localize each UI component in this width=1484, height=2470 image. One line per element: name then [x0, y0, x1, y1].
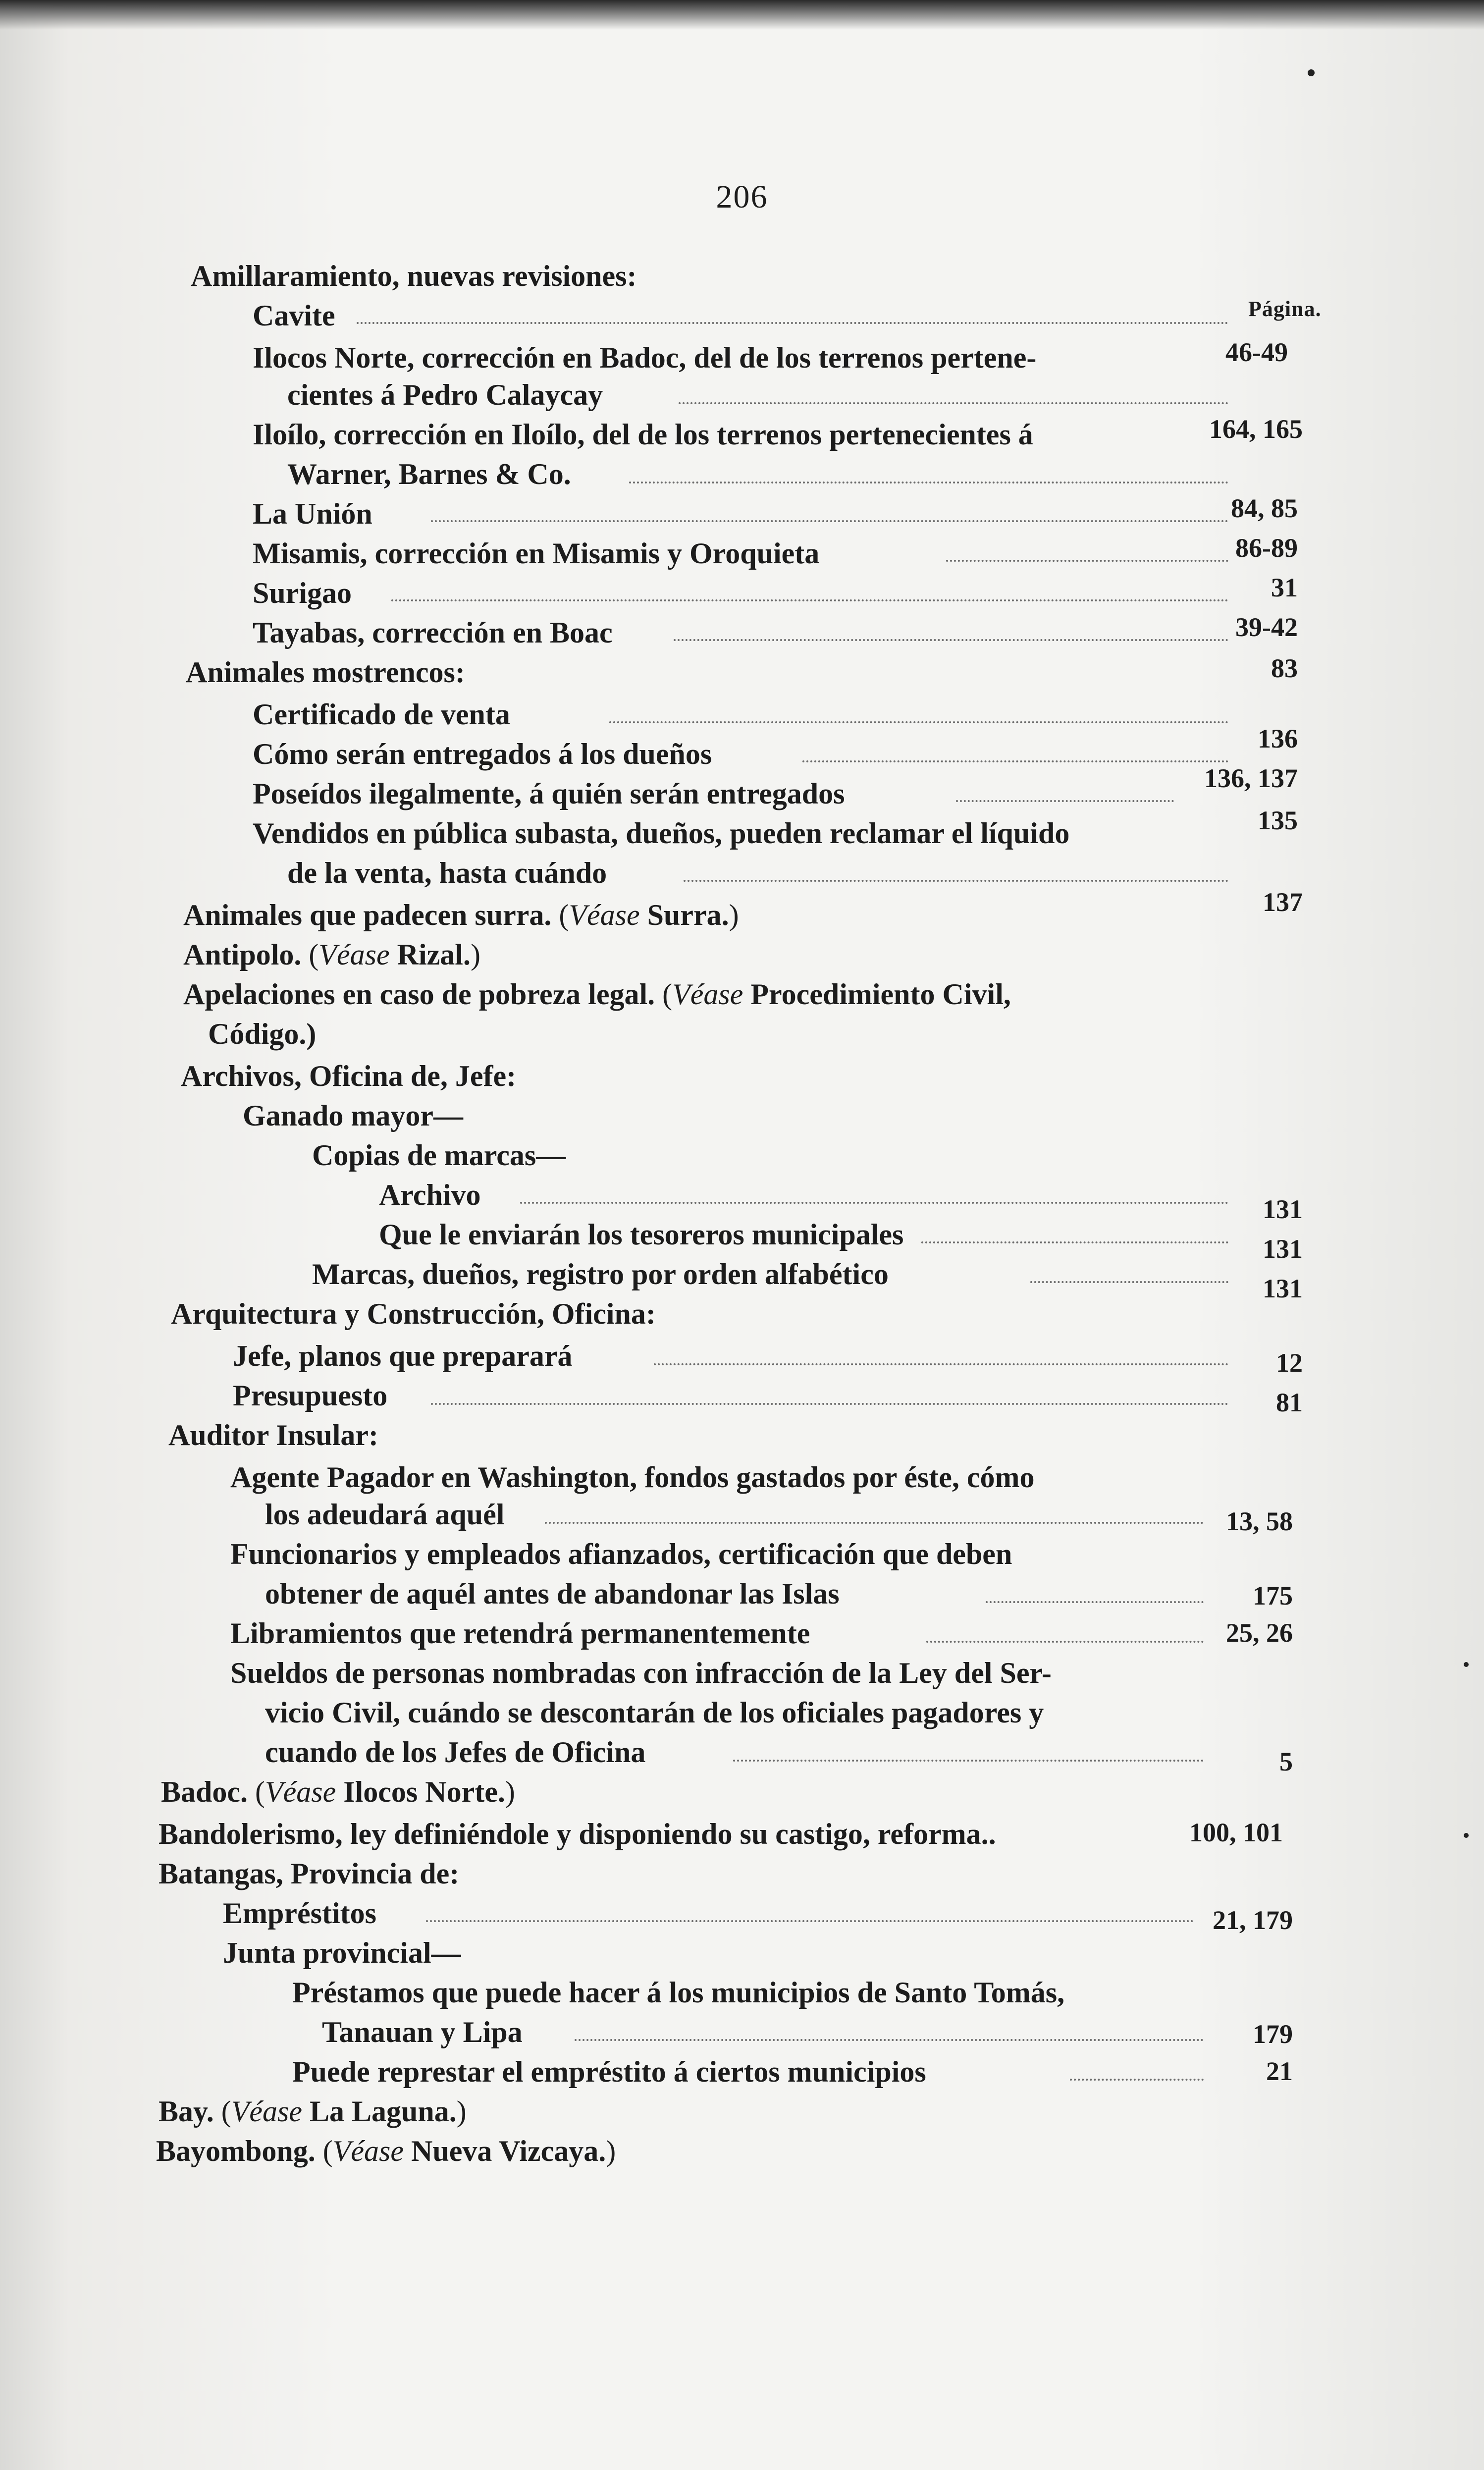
index-entry: Empréstitos: [223, 1897, 376, 1930]
dot-leader: [629, 482, 1228, 483]
page-ref: 136: [1258, 724, 1298, 753]
index-entry: Antipolo. (Véase Rizal.): [183, 938, 480, 971]
index-entry: Puede represtar el empréstito á ciertos municipios: [292, 2055, 926, 2088]
page-ref: 83: [1271, 653, 1298, 683]
pagina-column-label: Página.: [1248, 297, 1322, 321]
index-entry: Junta provincial—: [223, 1936, 461, 1969]
index-entry: Jefe, planos que preparará: [233, 1340, 573, 1372]
index-entry: Préstamos que puede hacer á los municipios de Santo Tomás,: [292, 1976, 1065, 2009]
index-entry: Agente Pagador en Washington, fondos gastados por éste, cómo: [230, 1461, 1035, 1494]
page-ref: 25, 26: [1226, 1618, 1293, 1648]
index-entry: vicio Civil, cuándo se descontarán de los oficiales pagadores y: [265, 1696, 1044, 1729]
index-entry: Archivo: [379, 1179, 481, 1211]
dot-leader: [802, 760, 1228, 762]
page-ref: 21: [1266, 2056, 1293, 2086]
page-ref: 84, 85: [1231, 493, 1298, 523]
dot-leader: [609, 721, 1228, 723]
index-entry: Tanauan y Lipa: [322, 2016, 523, 2048]
index-entry: Libramientos que retendrá permanentemente: [230, 1617, 810, 1650]
index-entry: Animales que padecen surra. (Véase Surra.): [183, 899, 739, 931]
page-ref: 131: [1263, 1194, 1303, 1224]
index-entry: Sueldos de personas nombradas con infracción de la Ley del Ser-: [230, 1657, 1052, 1689]
page-ref: 13, 58: [1226, 1506, 1293, 1536]
page-ref: 135: [1258, 805, 1298, 835]
dot-leader: [545, 1522, 1204, 1524]
page-ref: 136, 137: [1204, 763, 1298, 793]
dot-leader: [426, 1920, 1194, 1922]
scan-speck: [1308, 69, 1315, 76]
index-entry: Arquitectura y Construcción, Oficina:: [171, 1297, 656, 1330]
page-ref: 81: [1276, 1388, 1303, 1417]
index-entry: Tayabas, corrección en Boac: [253, 616, 613, 649]
index-entry: Marcas, dueños, registro por orden alfabético: [312, 1258, 889, 1290]
index-entry: Poseídos ilegalmente, á quién serán entregados: [253, 777, 845, 810]
index-entry: Cavite: [253, 299, 335, 332]
page-ref: 179: [1253, 2019, 1293, 2049]
page-ref: 86-89: [1235, 533, 1298, 563]
index-entry: Que le enviarán los tesoreros municipales: [379, 1218, 904, 1251]
page-ref: 21, 179: [1213, 1905, 1293, 1935]
index-entry: Auditor Insular:: [168, 1419, 378, 1451]
index-entry: Archivos, Oficina de, Jefe:: [181, 1060, 517, 1092]
index-entry: Bandolerismo, ley definiéndole y disponiendo su castigo, reforma..: [159, 1818, 996, 1850]
dot-leader: [956, 800, 1174, 802]
index-entry: cuando de los Jefes de Oficina: [265, 1736, 646, 1769]
index-entry: Bay. (Véase La Laguna.): [159, 2095, 467, 2128]
dot-leader: [654, 1363, 1228, 1365]
scan-speck: [1464, 1833, 1469, 1838]
page-number: 206: [716, 179, 768, 215]
index-entry: Batangas, Provincia de:: [159, 1857, 460, 1890]
index-entry: Código.): [208, 1018, 317, 1050]
page-ref: 137: [1263, 887, 1303, 917]
index-entry: Bayombong. (Véase Nueva Vizcaya.): [156, 2135, 616, 2167]
index-entry: Amillaramiento, nuevas revisiones:: [191, 260, 637, 292]
index-entry: Presupuesto: [233, 1379, 388, 1412]
page-ref: 39-42: [1235, 612, 1298, 642]
dot-leader: [733, 1760, 1204, 1762]
index-entry: Misamis, corrección en Misamis y Oroquieta: [253, 537, 820, 570]
index-entry: Ilocos Norte, corrección en Badoc, del de los terrenos pertene-: [253, 341, 1037, 374]
dot-leader: [679, 402, 1228, 404]
index-entry: Ganado mayor—: [243, 1099, 464, 1132]
index-entry: Badoc. (Véase Ilocos Norte.): [161, 1775, 515, 1808]
page-ref: 175: [1253, 1581, 1293, 1611]
index-entry: Copias de marcas—: [312, 1139, 566, 1172]
dot-leader: [684, 880, 1228, 882]
index-entry: Apelaciones en caso de pobreza legal. (Véase Procedimiento Civil,: [183, 978, 1011, 1011]
dot-leader: [575, 2039, 1204, 2041]
index-entry: Iloílo, corrección en Iloílo, del de los terrenos pertenecientes á: [253, 418, 1033, 451]
dot-leader: [431, 1403, 1228, 1405]
dot-leader: [431, 520, 1228, 522]
page-ref: 100, 101: [1189, 1818, 1283, 1847]
page-ref: 46-49: [1225, 337, 1288, 367]
page-ref: 164, 165: [1209, 414, 1303, 444]
index-entry: Vendidos en pública subasta, dueños, pueden reclamar el líquido: [253, 817, 1070, 850]
index-entry: Animales mostrencos:: [186, 656, 465, 689]
dot-leader: [357, 322, 1228, 324]
page-ref: 131: [1263, 1274, 1303, 1303]
dot-leader: [391, 599, 1228, 601]
dot-leader: [520, 1202, 1228, 1204]
index-entry: cientes á Pedro Calaycay: [287, 378, 603, 411]
index-entry: Surigao: [253, 577, 352, 609]
index-entry: obtener de aquél antes de abandonar las Islas: [265, 1577, 840, 1610]
page-ref: 131: [1263, 1234, 1303, 1264]
dot-leader: [674, 639, 1228, 641]
page-ref: 12: [1276, 1348, 1303, 1378]
index-entry: La Unión: [253, 497, 372, 530]
page-ref: 31: [1271, 573, 1298, 602]
index-entry: de la venta, hasta cuándo: [287, 857, 607, 889]
index-entry: los adeudará aquél: [265, 1498, 505, 1531]
scan-top-edge: [0, 0, 1484, 30]
scan-speck: [1464, 1662, 1469, 1667]
index-entry: Certificado de venta: [253, 698, 510, 731]
index-entry: Warner, Barnes & Co.: [287, 458, 571, 490]
index-entry: Cómo serán entregados á los dueños: [253, 738, 712, 770]
index-entry: Funcionarios y empleados afianzados, certificación que deben: [230, 1538, 1012, 1570]
page-ref: 5: [1279, 1747, 1293, 1776]
